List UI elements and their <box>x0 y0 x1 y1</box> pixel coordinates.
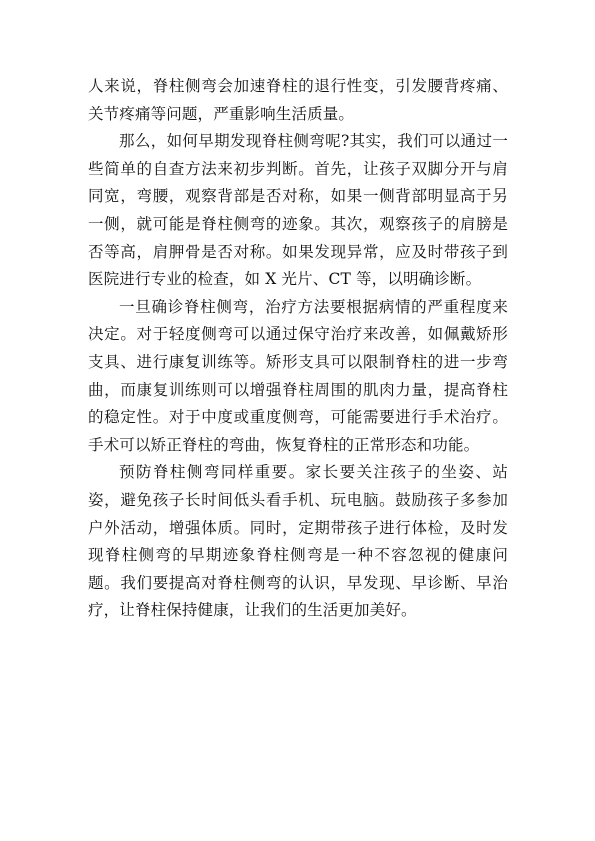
paragraph-prevention: 预防脊柱侧弯同样重要。家长要关注孩子的坐姿、站姿，避免孩子长时间低头看手机、玩电脑。鼓励孩子多参加户外活动，增强体质。同时，定期带孩子进行体检，及时发现脊柱侧弯的早期迹象脊柱侧弯是一种不容忽视的健康问题。我们要提高对脊柱侧弯的认识，早发现、早诊断、早治疗，让脊柱保持健康，让我们的生活更加美好。 <box>88 463 508 620</box>
body-text <box>88 73 508 625</box>
paragraph-continuation: 人来说，脊柱侧弯会加速脊柱的退行性变，引发腰背疼痛、关节疼痛等问题，严重影响生活质量。 <box>88 77 508 123</box>
paragraph-early-detection: 那么，如何早期发现脊柱侧弯呢?其实，我们可以通过一些简单的自查方法来初步判断。首先，让孩子双脚分开与肩同宽，弯腰，观察背部是否对称，如果一侧背部明显高于另一侧，就可能是脊柱侧弯的迹象。其次，观察孩子的肩膀是否等高，肩胛骨是否对称。如果发现异常，应及时带孩子到医院进行专业的检查，如 X 光片、CT 等，以明确诊断。 <box>88 132 508 289</box>
paragraph-treatment: 一旦确诊脊柱侧弯，治疗方法要根据病情的严重程度来决定。对于轻度侧弯可以通过保守治疗来改善，如佩戴矫形支具、进行康复训练等。矫形支具可以限制脊柱的进一步弯曲，而康复训练则可以增强脊柱周围的肌肉力量，提高脊柱的稳定性。对于中度或重度侧弯，可能需要进行手术治疗。手术可以矫正脊柱的弯曲，恢复脊柱的正常形态和功能。 <box>88 297 508 454</box>
